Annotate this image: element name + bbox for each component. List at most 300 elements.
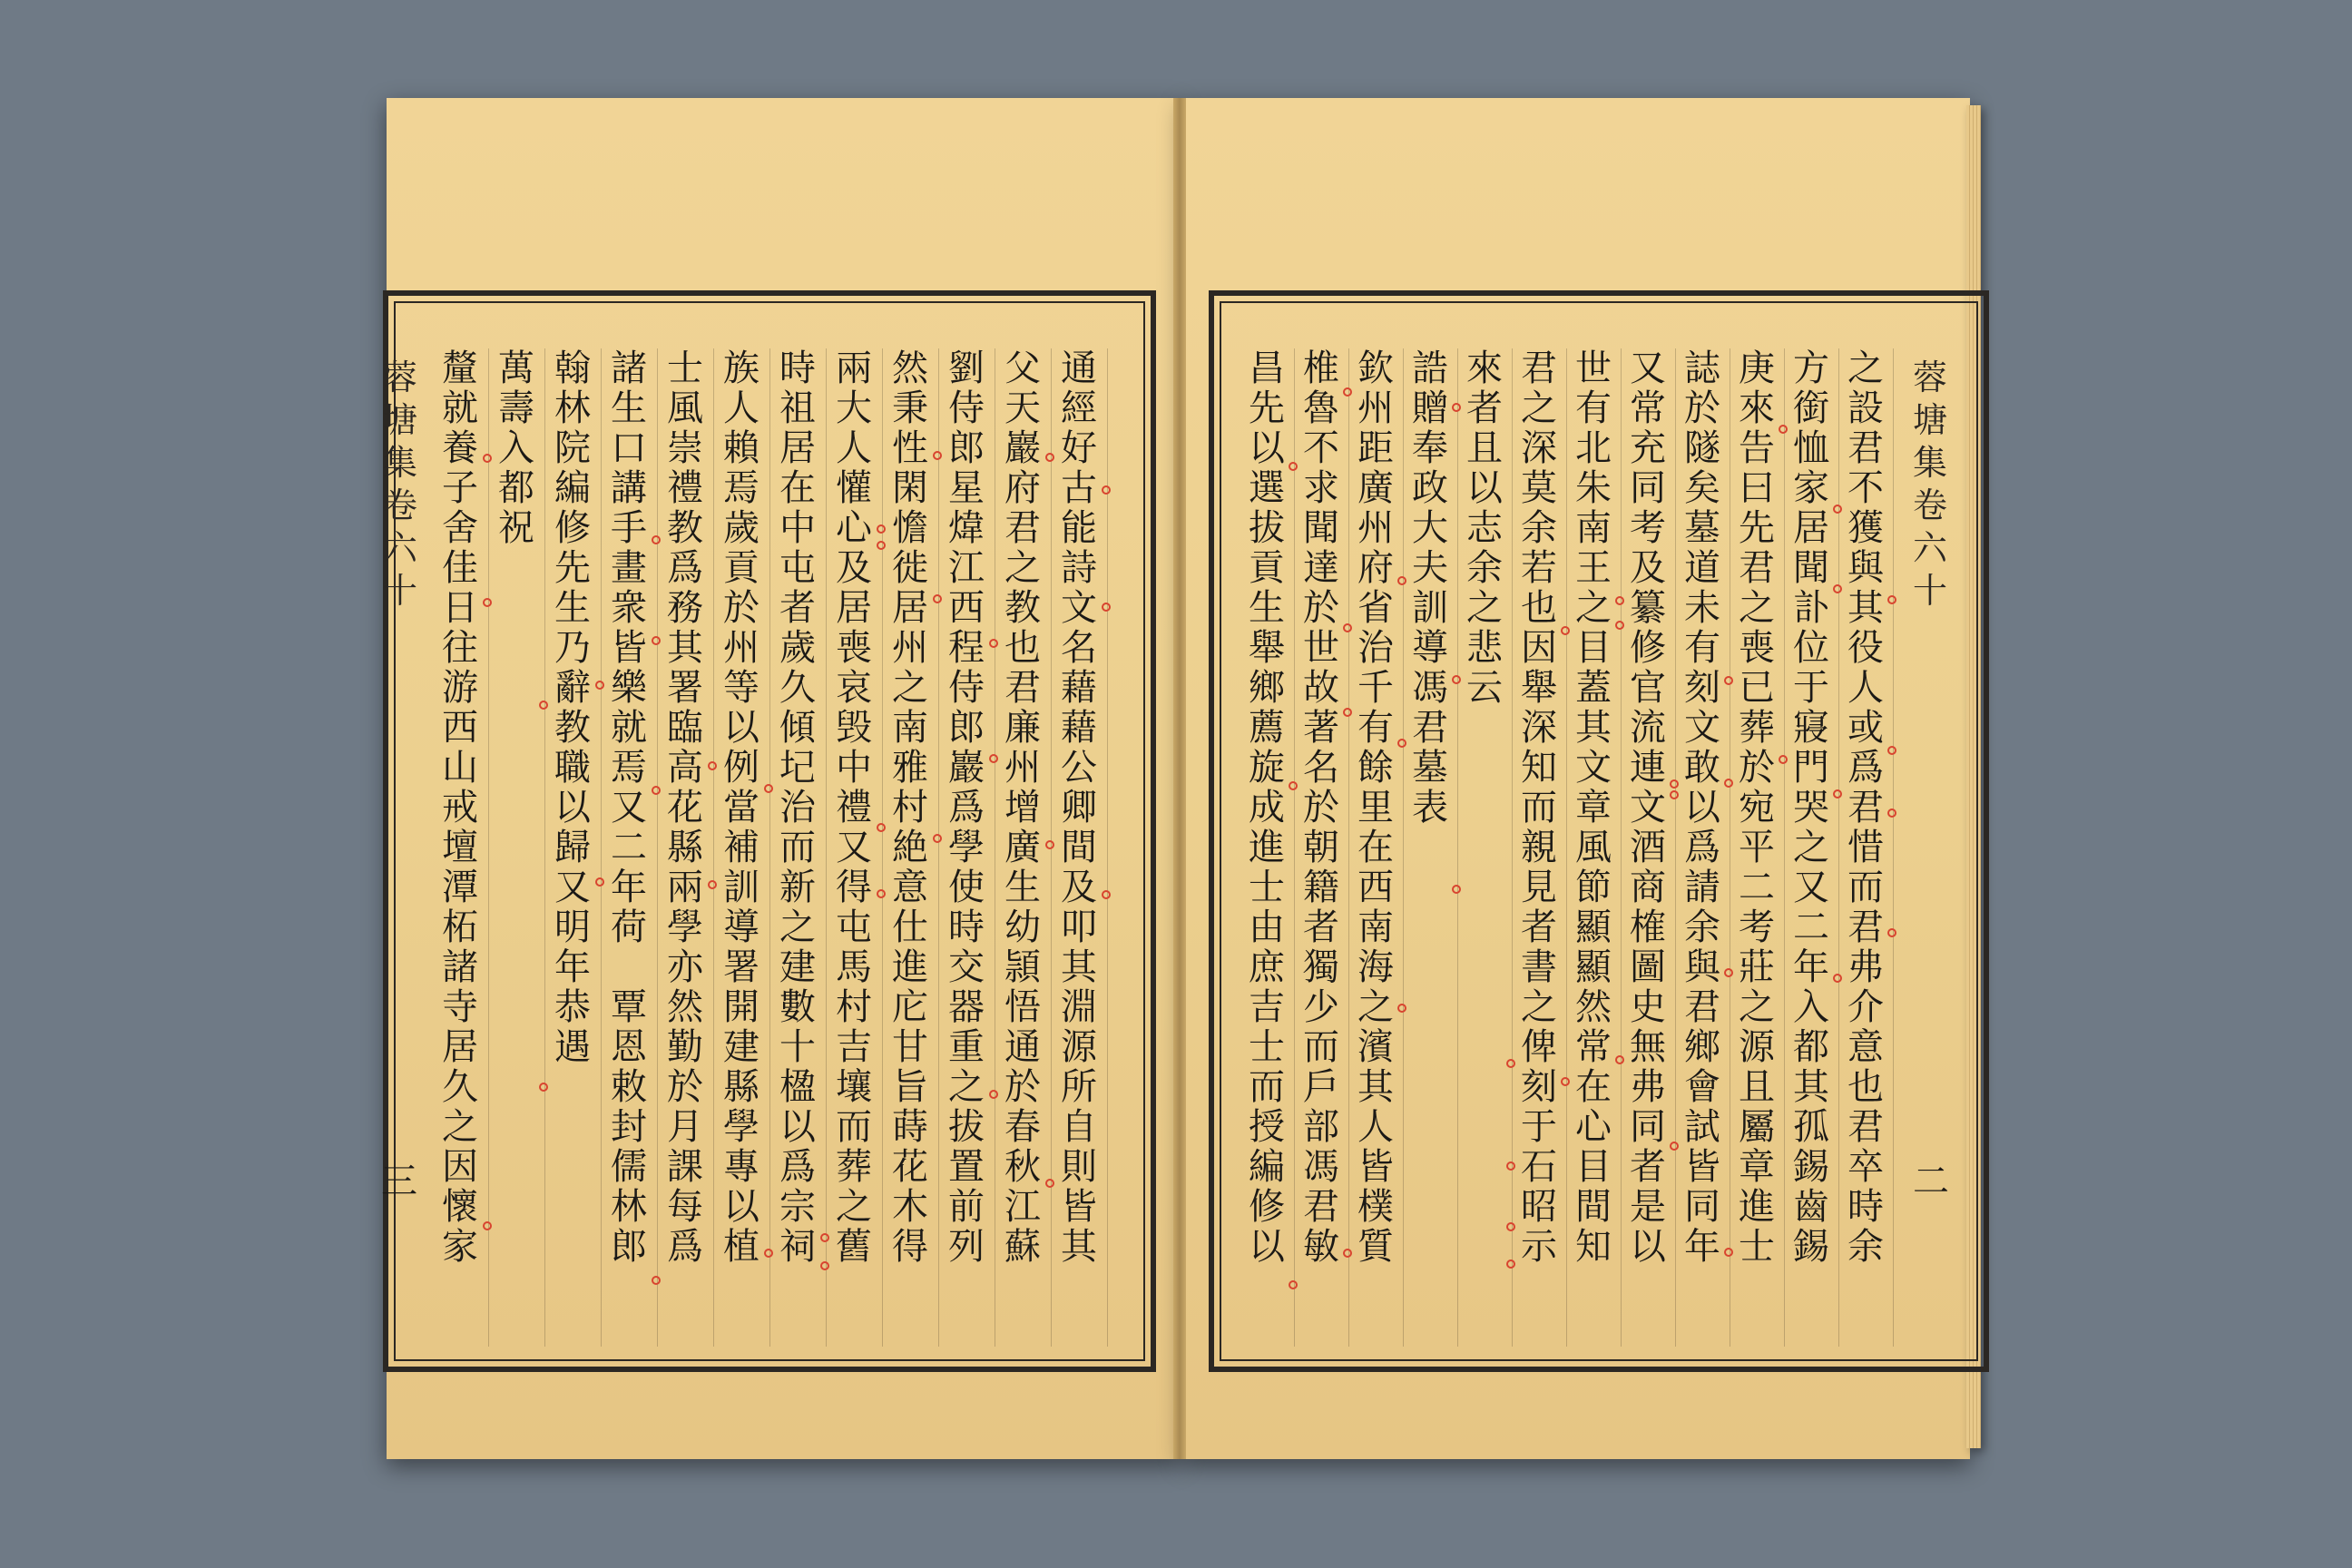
character: 植	[723, 1226, 760, 1268]
character: 於	[1739, 747, 1775, 789]
character: 江	[1004, 1186, 1041, 1228]
character: 修	[554, 507, 591, 549]
character: 目	[1575, 1146, 1612, 1188]
text-column	[1730, 348, 1785, 1347]
character: 在	[1575, 1066, 1612, 1108]
character: 州	[723, 627, 760, 669]
punctuation-mark	[1670, 790, 1679, 799]
character: 位	[1793, 627, 1829, 669]
character: 又	[1630, 348, 1666, 389]
character: 有	[1684, 627, 1720, 669]
character: 又	[554, 867, 591, 908]
character: 子	[442, 467, 478, 509]
punctuation-mark	[1615, 621, 1624, 630]
character: 年	[1793, 946, 1829, 988]
punctuation-mark	[1887, 746, 1896, 755]
punctuation-mark	[1887, 928, 1896, 937]
character: 介	[1847, 986, 1884, 1028]
margin-character: 集	[1912, 442, 1947, 483]
character: 時	[1847, 1186, 1884, 1228]
character: 程	[948, 627, 985, 669]
character: 孤	[1793, 1106, 1829, 1148]
character: 墓	[1412, 747, 1448, 789]
character: 侍	[948, 667, 985, 709]
text-column	[1051, 348, 1108, 1347]
character: 者	[1521, 906, 1557, 948]
character: 居	[779, 427, 816, 469]
character: 廉	[1004, 707, 1041, 749]
character: 因	[442, 1146, 478, 1188]
character: 諸	[442, 946, 478, 988]
character: 及	[836, 547, 872, 589]
character: 爲	[667, 1226, 703, 1268]
punctuation-mark	[595, 877, 604, 887]
character: 教	[1004, 587, 1041, 629]
character: 十	[779, 1026, 816, 1068]
left-text-columns	[432, 348, 1107, 1347]
character: 於	[667, 1066, 703, 1108]
character: 二	[611, 827, 647, 868]
character: 林	[611, 1186, 647, 1228]
character: 置	[948, 1146, 985, 1188]
character: 舍	[442, 507, 478, 549]
character: 年	[1684, 1226, 1720, 1268]
character: 講	[611, 467, 647, 509]
character: 憺	[892, 507, 928, 549]
character: 馮	[1303, 1146, 1339, 1188]
margin-character: 十	[1912, 570, 1947, 611]
punctuation-mark	[539, 1083, 548, 1092]
character: 試	[1684, 1106, 1720, 1148]
character: 歲	[779, 627, 816, 669]
character: 之	[892, 667, 928, 709]
character: 府	[1004, 467, 1041, 509]
character: 開	[723, 986, 760, 1028]
character: 南	[1357, 906, 1394, 948]
character: 矣	[1684, 467, 1720, 509]
character: 其	[1793, 1066, 1829, 1108]
character: 年	[611, 867, 647, 908]
character: 府	[1357, 547, 1394, 589]
character: 君	[1004, 667, 1041, 709]
margin-character: 蓉	[1912, 357, 1947, 397]
character: 先	[554, 547, 591, 589]
right-margin-title	[1906, 356, 1955, 612]
left-page-number: 三	[381, 1161, 417, 1202]
character: 祝	[498, 507, 534, 549]
character: 方	[1793, 348, 1829, 389]
character: 設	[1847, 387, 1884, 429]
character: 無	[1630, 1026, 1666, 1068]
punctuation-mark	[483, 598, 492, 607]
character: 時	[948, 906, 985, 948]
character: 其	[667, 627, 703, 669]
character: 郎	[948, 427, 985, 469]
punctuation-mark	[989, 754, 998, 763]
character: 以	[723, 707, 760, 749]
character: 之	[948, 1066, 985, 1108]
character: 夫	[1412, 547, 1448, 589]
character: 恤	[1793, 427, 1829, 469]
character: 士	[1739, 1226, 1775, 1268]
character: 者	[779, 587, 816, 629]
character: 舉	[1249, 627, 1285, 669]
character: 署	[667, 667, 703, 709]
character: 以	[1466, 467, 1503, 509]
character: 曰	[1739, 467, 1775, 509]
character: 深	[1521, 707, 1557, 749]
character: 課	[667, 1146, 703, 1188]
character: 昌	[1249, 348, 1285, 389]
character: 宛	[1739, 787, 1775, 828]
character: 里	[1357, 787, 1394, 828]
character: 名	[1303, 747, 1339, 789]
character: 荷	[611, 906, 647, 948]
character: 辭	[554, 667, 591, 709]
character: 文	[1684, 707, 1720, 749]
character: 於	[1684, 387, 1720, 429]
character: 樂	[611, 667, 647, 709]
character: 諸	[611, 348, 647, 389]
character: 人	[1847, 667, 1884, 709]
character: 刻	[1521, 1066, 1557, 1108]
character: 徙	[892, 547, 928, 589]
character: 例	[723, 747, 760, 789]
character: 生	[1249, 587, 1285, 629]
character: 於	[1303, 787, 1339, 828]
character: 以	[1249, 1226, 1285, 1268]
character: 爲	[779, 1146, 816, 1188]
character: 宗	[779, 1186, 816, 1228]
character: 南	[1575, 507, 1612, 549]
character: 椎	[1303, 348, 1339, 389]
character: 於	[723, 587, 760, 629]
punctuation-mark	[1887, 595, 1896, 604]
character: 之	[1466, 587, 1503, 629]
character: 爲	[1847, 747, 1884, 789]
character: 與	[1847, 547, 1884, 589]
character: 縣	[723, 1066, 760, 1108]
character: 崇	[667, 427, 703, 469]
character: 薦	[1249, 707, 1285, 749]
character: 其	[1847, 587, 1884, 629]
character: 屬	[1739, 1106, 1775, 1148]
margin-character: 十	[382, 570, 417, 611]
character: 故	[1303, 667, 1339, 709]
character: 能	[1061, 507, 1097, 549]
character: 圮	[779, 747, 816, 789]
character: 錫	[1793, 1226, 1829, 1268]
character: 名	[1061, 627, 1097, 669]
character: 政	[1412, 467, 1448, 509]
character: 悲	[1466, 627, 1503, 669]
character: 隧	[1684, 427, 1720, 469]
character: 弗	[1630, 1066, 1666, 1108]
character: 郎	[948, 707, 985, 749]
character: 修	[1249, 1186, 1285, 1228]
character: 旋	[1249, 747, 1285, 789]
character: 表	[1412, 787, 1448, 828]
character: 然	[892, 348, 928, 389]
character: 是	[1630, 1186, 1666, 1228]
character: 朝	[1303, 827, 1339, 868]
character: 訓	[723, 867, 760, 908]
punctuation-mark	[1452, 675, 1461, 684]
character: 有	[1357, 707, 1394, 749]
character: 纂	[1630, 587, 1666, 629]
punctuation-mark	[1452, 885, 1461, 894]
character: 木	[892, 1186, 928, 1228]
character: 以	[1630, 1226, 1666, 1268]
character: 君	[1847, 1106, 1884, 1148]
character: 考	[1630, 507, 1666, 549]
character: 編	[1249, 1146, 1285, 1188]
character: 手	[611, 507, 647, 549]
character: 每	[667, 1186, 703, 1228]
character: 父	[1004, 348, 1041, 389]
character: 樸	[1357, 1186, 1394, 1228]
text-column	[1675, 348, 1730, 1347]
character: 其	[1061, 1226, 1097, 1268]
character: 寺	[442, 986, 478, 1028]
character: 屯	[836, 906, 872, 948]
character: 前	[948, 1186, 985, 1228]
character: 進	[1739, 1186, 1775, 1228]
character: 萬	[498, 348, 534, 389]
character: 求	[1303, 467, 1339, 509]
character: 而	[1303, 1026, 1339, 1068]
character: 得	[892, 1226, 928, 1268]
character: 歲	[723, 507, 760, 549]
character: 心	[1575, 1106, 1612, 1148]
character: 意	[1847, 1026, 1884, 1068]
character: 等	[723, 667, 760, 709]
character: 拔	[948, 1106, 985, 1148]
character: 人	[1357, 1106, 1394, 1148]
character: 家	[442, 1226, 478, 1268]
character: 親	[1521, 827, 1557, 868]
character: 巖	[1004, 427, 1041, 469]
character: 而	[1847, 867, 1884, 908]
character: 儒	[611, 1146, 647, 1188]
character: 生	[554, 587, 591, 629]
text-column	[1621, 348, 1676, 1347]
character: 家	[1793, 467, 1829, 509]
character: 其	[1061, 946, 1097, 988]
text-column	[1294, 348, 1349, 1347]
character: 族	[723, 348, 760, 389]
character: 中	[779, 507, 816, 549]
character: 交	[948, 946, 985, 988]
character: 省	[1357, 587, 1394, 629]
character: 建	[723, 1026, 760, 1068]
character: 人	[723, 387, 760, 429]
character: 編	[554, 467, 591, 509]
character: 惜	[1847, 827, 1884, 868]
right-page-number: 二	[1913, 1161, 1949, 1202]
character: 補	[723, 827, 760, 868]
character: 充	[1630, 427, 1666, 469]
punctuation-mark	[1289, 1280, 1298, 1289]
character: 而	[1249, 1066, 1285, 1108]
character: 封	[611, 1106, 647, 1148]
character: 劉	[948, 348, 985, 389]
character: 于	[1521, 1106, 1557, 1148]
character: 居	[892, 587, 928, 629]
character: 之	[1847, 348, 1884, 389]
character: 藉	[1061, 707, 1097, 749]
character: 欽	[1357, 348, 1394, 389]
character: 旨	[892, 1066, 928, 1108]
character: 馬	[836, 946, 872, 988]
punctuation-mark	[1833, 584, 1842, 593]
character: 余	[1466, 547, 1503, 589]
character: 告	[1739, 427, 1775, 469]
character: 官	[1630, 667, 1666, 709]
character: 建	[779, 946, 816, 988]
character: 閑	[892, 467, 928, 509]
punctuation-mark	[1724, 968, 1733, 977]
character: 而	[836, 1106, 872, 1148]
punctuation-mark	[933, 451, 942, 460]
character: 之	[1793, 827, 1829, 868]
character: 哭	[1793, 787, 1829, 828]
character: 齒	[1793, 1186, 1829, 1228]
character: 吉	[1249, 986, 1285, 1028]
character: 西	[948, 587, 985, 629]
character: 當	[723, 787, 760, 828]
character: 淵	[1061, 986, 1097, 1028]
character: 經	[1061, 387, 1097, 429]
character: 村	[836, 986, 872, 1028]
character: 已	[1739, 667, 1775, 709]
character: 敏	[1303, 1226, 1339, 1268]
punctuation-mark	[1779, 425, 1788, 434]
character: 知	[1521, 747, 1557, 789]
character: 蒔	[892, 1106, 928, 1148]
character: 錫	[1793, 1146, 1829, 1188]
character: 莫	[1521, 467, 1557, 509]
character: 請	[1684, 867, 1720, 908]
character: 雅	[892, 747, 928, 789]
character: 同	[1630, 1106, 1666, 1148]
character: 庀	[892, 986, 928, 1028]
character: 之	[1739, 986, 1775, 1028]
character: 獲	[1847, 507, 1884, 549]
punctuation-mark	[483, 454, 492, 463]
character: 舉	[1521, 667, 1557, 709]
margin-character: 蓉	[382, 357, 417, 397]
character: 或	[1847, 707, 1884, 749]
character: 少	[1303, 986, 1339, 1028]
character: 聞	[1303, 507, 1339, 549]
character: 拔	[1249, 507, 1285, 549]
character: 以	[779, 1106, 816, 1148]
character: 奉	[1412, 427, 1448, 469]
character: 恭	[554, 986, 591, 1028]
text-column	[657, 348, 714, 1347]
character: 州	[1004, 747, 1041, 789]
character: 又	[836, 827, 872, 868]
character: 之	[1004, 547, 1041, 589]
character: 卿	[1061, 787, 1097, 828]
character: 君	[1004, 507, 1041, 549]
character: 楹	[779, 1066, 816, 1108]
character: 壤	[836, 1066, 872, 1108]
character: 蓋	[1575, 667, 1612, 709]
character: 州	[1357, 507, 1394, 549]
character: 以	[1249, 427, 1285, 469]
margin-character: 六	[382, 527, 417, 568]
character: 江	[948, 547, 985, 589]
text-column	[938, 348, 995, 1347]
character: 餘	[1357, 747, 1394, 789]
character: 在	[779, 467, 816, 509]
character: 久	[779, 667, 816, 709]
character: 戶	[1303, 1066, 1339, 1108]
character: 若	[1521, 547, 1557, 589]
character: 世	[1575, 348, 1612, 389]
character: 者	[1630, 1146, 1666, 1188]
margin-character: 卷	[382, 485, 417, 525]
character: 畫	[611, 547, 647, 589]
character: 壽	[498, 387, 534, 429]
character: 皆	[1357, 1146, 1394, 1188]
text-column	[769, 348, 827, 1347]
character: 中	[836, 747, 872, 789]
punctuation-mark	[764, 1249, 773, 1258]
character: 頴	[1004, 946, 1041, 988]
character: 專	[723, 1146, 760, 1188]
character: 君	[1521, 348, 1557, 389]
character: 以	[1684, 787, 1720, 828]
character: 之	[836, 1186, 872, 1228]
character: 時	[779, 348, 816, 389]
character: 治	[1357, 627, 1394, 669]
character: 君	[1847, 787, 1884, 828]
character: 仕	[892, 906, 928, 948]
character: 以	[723, 1186, 760, 1228]
character: 日	[442, 587, 478, 629]
character: 源	[1739, 1026, 1775, 1068]
character: 章	[1739, 1146, 1775, 1188]
character: 叩	[1061, 906, 1097, 948]
character: 於	[1004, 1066, 1041, 1108]
character: 君	[1303, 1186, 1339, 1228]
character: 都	[1793, 1026, 1829, 1068]
character: 焉	[611, 747, 647, 789]
character: 高	[667, 747, 703, 789]
character: 皆	[611, 627, 647, 669]
character: 意	[892, 867, 928, 908]
character: 西	[442, 707, 478, 749]
character: 就	[442, 387, 478, 429]
character: 常	[1630, 387, 1666, 429]
margin-character: 集	[382, 442, 417, 483]
character: 爲	[948, 787, 985, 828]
character: 都	[498, 467, 534, 509]
character: 性	[892, 427, 928, 469]
character: 居	[836, 587, 872, 629]
character: 佳	[442, 547, 478, 589]
character: 柘	[442, 906, 478, 948]
character: 考	[1739, 906, 1775, 948]
character: 來	[1466, 348, 1503, 389]
character: 西	[1357, 867, 1394, 908]
punctuation-mark	[1670, 779, 1679, 789]
character: 士	[1249, 1026, 1285, 1068]
character: 流	[1630, 707, 1666, 749]
